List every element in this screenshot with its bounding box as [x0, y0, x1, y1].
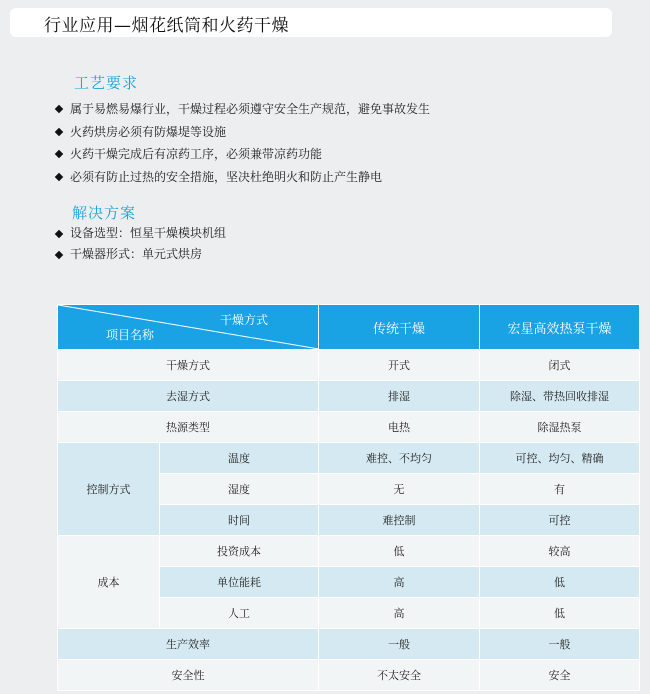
header-traditional: 传统干燥 — [319, 305, 480, 350]
table-cell: 除湿、带热回收排湿 — [480, 381, 640, 412]
list-item: 属于易燃易爆行业，干燥过程必须遵守安全生产规范，避免事故发生 — [54, 98, 430, 121]
table-cell: 干燥方式 — [58, 350, 319, 381]
group-label-control: 控制方式 — [58, 443, 160, 536]
table-cell: 除湿热泵 — [480, 412, 640, 443]
table-cell: 难控制 — [319, 505, 480, 536]
table-cell: 单位能耗 — [160, 567, 319, 598]
requirements-heading: 工艺要求 — [74, 74, 139, 92]
page-title: 行业应用—烟花纸筒和火药干燥 — [44, 16, 289, 36]
table-row — [58, 629, 640, 660]
table-cell: 可控 — [480, 505, 640, 536]
table-cell: 有 — [480, 474, 640, 505]
group-label-cost: 成本 — [58, 536, 160, 629]
list-item: 干燥器形式：单元式烘房 — [54, 244, 226, 265]
table-cell: 热源类型 — [58, 412, 319, 443]
table-row — [58, 536, 640, 567]
table-cell: 低 — [480, 598, 640, 629]
table-cell: 去湿方式 — [58, 381, 319, 412]
table-cell: 生产效率 — [58, 629, 319, 660]
table-cell: 温度 — [160, 443, 319, 474]
solution-heading: 解决方案 — [72, 204, 137, 222]
table-row — [58, 350, 640, 381]
diamond-bullet-icon — [55, 230, 63, 238]
table-cell: 无 — [319, 474, 480, 505]
table-cell: 可控、均匀、精确 — [480, 443, 640, 474]
header-item-name: 项目名称 — [106, 328, 155, 342]
table-cell: 排湿 — [319, 381, 480, 412]
header-drying-method: 干燥方式 — [219, 313, 268, 327]
diagonal-header-cell — [58, 305, 319, 350]
table-cell: 低 — [480, 567, 640, 598]
list-item: 火药烘房必须有防爆堤等设施 — [54, 121, 430, 144]
list-item: 必须有防止过热的安全措施，坚决杜绝明火和防止产生静电 — [54, 166, 430, 189]
table-cell: 一般 — [480, 629, 640, 660]
table-cell: 高 — [319, 567, 480, 598]
list-item: 设备选型：恒星干燥模块机组 — [54, 223, 226, 244]
diamond-bullet-icon — [55, 150, 63, 158]
table-cell: 开式 — [319, 350, 480, 381]
table-cell: 电热 — [319, 412, 480, 443]
table-cell: 一般 — [319, 629, 480, 660]
table-cell: 湿度 — [160, 474, 319, 505]
table-cell: 安全性 — [58, 660, 319, 691]
table-row — [58, 412, 640, 443]
comparison-table — [57, 304, 640, 691]
diamond-bullet-icon — [55, 127, 63, 135]
table-cell: 闭式 — [480, 350, 640, 381]
table-cell: 不太安全 — [319, 660, 480, 691]
list-item: 火药干燥完成后有凉药工序，必须兼带凉药功能 — [54, 143, 430, 166]
table-cell: 低 — [319, 536, 480, 567]
diamond-bullet-icon — [55, 105, 63, 113]
table-row — [58, 660, 640, 691]
diagonal-divider — [58, 305, 319, 349]
table-cell: 投资成本 — [160, 536, 319, 567]
table-cell: 人工 — [160, 598, 319, 629]
table-cell: 较高 — [480, 536, 640, 567]
requirements-list — [54, 98, 430, 188]
table-cell: 安全 — [480, 660, 640, 691]
table-cell: 高 — [319, 598, 480, 629]
title-bar — [10, 8, 612, 37]
diamond-bullet-icon — [55, 172, 63, 180]
table-cell: 难控、不均匀 — [319, 443, 480, 474]
solution-list — [54, 223, 226, 265]
header-heatpump: 宏星高效热泵干燥 — [480, 305, 640, 350]
table-row — [58, 381, 640, 412]
table-header-row — [58, 305, 640, 350]
diamond-bullet-icon — [55, 251, 63, 259]
table-cell: 时间 — [160, 505, 319, 536]
table-row — [58, 443, 640, 474]
